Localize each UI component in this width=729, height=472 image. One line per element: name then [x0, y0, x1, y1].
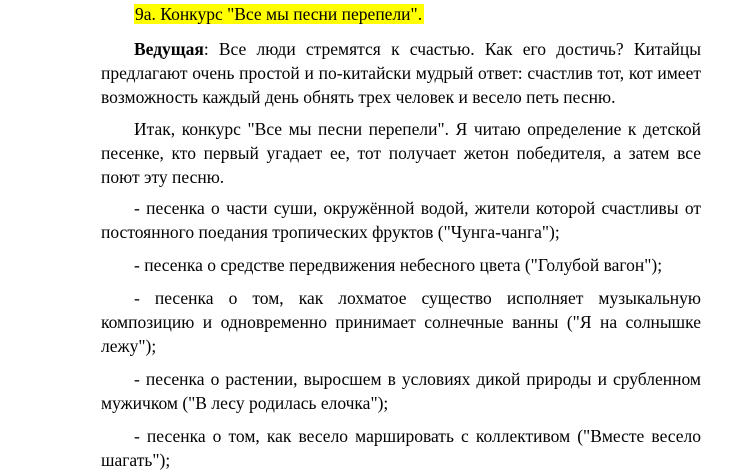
song-clue-item: - песенка о том, как весело маршировать с коллективом ("Вместе весело шагать"); — [101, 426, 701, 470]
song-clue-item: - песенка о растении, выросшем в условиях дикой природы и срубленном мужичком ("В лесу родилась елочка"); — [101, 369, 701, 413]
song-clue-item: - песенка о том, как лохматое существо исполняет музыкальную композицию и одновременно принимает солнечные ванны ("Я на солнышке лежу"); — [101, 288, 701, 356]
section-heading: 9а. Конкурс "Все мы песни перепели". — [135, 4, 423, 24]
paragraph-host-intro — [101, 37, 701, 109]
speaker-label: Ведущая — [134, 39, 204, 59]
song-clue-item: - песенка о части суши, окружённой водой, жители которой счастливы от постоянного поедания тропических фруктов ("Чунга-чанга"); — [101, 198, 701, 242]
paragraph-contest-rules: Итак, конкурс "Все мы песни перепели". Я читаю определение к детской песенке, кто первый угадает ее, тот получает жетон победителя, а затем все поют эту песню. — [101, 119, 701, 187]
paragraph-host-intro-text: : Все люди стремятся к счастью. Как его достичь? Китайцы предлагают очень простой и по-китайски мудрый ответ: счастлив тот, кот имеет возможность каждый день обнять трех человек и весело петь песню. — [101, 39, 701, 107]
song-clue-item: - песенка о средстве передвижения небесного цвета ("Голубой вагон"); — [134, 255, 663, 275]
